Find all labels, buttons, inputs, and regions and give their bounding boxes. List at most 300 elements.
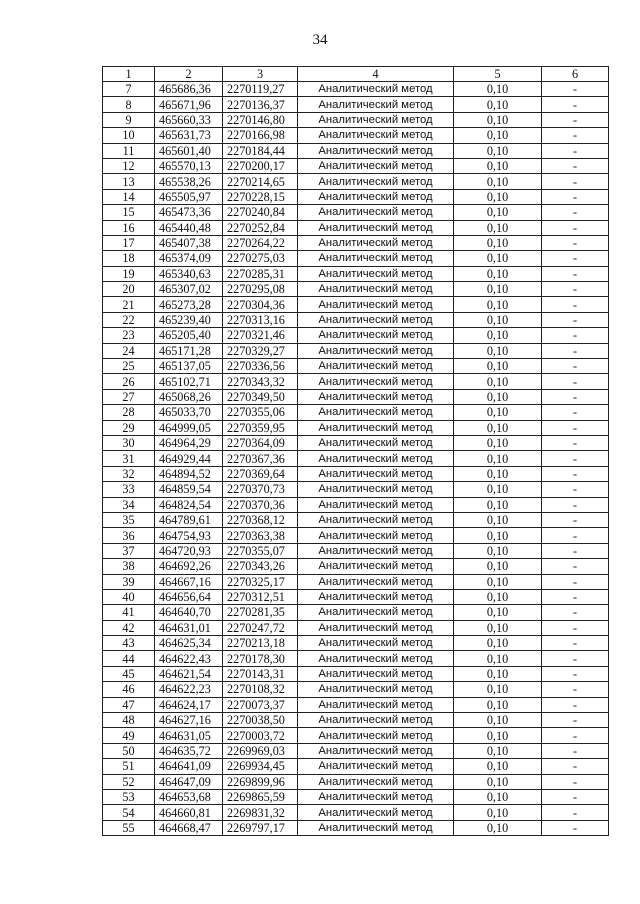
x-coordinate-cell: 464656,64	[155, 589, 223, 604]
x-coordinate-cell: 464621,54	[155, 666, 223, 681]
y-coordinate-cell: 2270325,17	[223, 574, 298, 589]
y-coordinate-cell: 2270252,84	[223, 220, 298, 235]
note-cell: -	[542, 728, 609, 743]
accuracy-cell: 0,10	[454, 251, 542, 266]
point-number-cell: 53	[103, 789, 155, 804]
note-cell: -	[542, 620, 609, 635]
point-number-cell: 19	[103, 266, 155, 281]
note-cell: -	[542, 359, 609, 374]
table-row	[103, 143, 609, 158]
header-cell: 4	[298, 67, 454, 82]
accuracy-cell: 0,10	[454, 112, 542, 127]
table-row	[103, 820, 609, 835]
note-cell: -	[542, 266, 609, 281]
point-number-cell: 17	[103, 235, 155, 250]
point-number-cell: 12	[103, 158, 155, 173]
accuracy-cell: 0,10	[454, 189, 542, 204]
table-row	[103, 512, 609, 527]
method-cell: Аналитический метод	[298, 128, 454, 143]
accuracy-cell: 0,10	[454, 420, 542, 435]
accuracy-cell: 0,10	[454, 682, 542, 697]
page-number: 34	[312, 32, 328, 48]
point-number-cell: 46	[103, 682, 155, 697]
accuracy-cell: 0,10	[454, 666, 542, 681]
table-row	[103, 528, 609, 543]
header-cell: 3	[223, 67, 298, 82]
method-cell: Аналитический метод	[298, 636, 454, 651]
point-number-cell: 8	[103, 97, 155, 112]
accuracy-cell: 0,10	[454, 528, 542, 543]
x-coordinate-cell: 465033,70	[155, 405, 223, 420]
method-cell: Аналитический метод	[298, 682, 454, 697]
point-number-cell: 13	[103, 174, 155, 189]
y-coordinate-cell: 2270073,37	[223, 697, 298, 712]
x-coordinate-cell: 465102,71	[155, 374, 223, 389]
y-coordinate-cell: 2270359,95	[223, 420, 298, 435]
y-coordinate-cell: 2270184,44	[223, 143, 298, 158]
point-number-cell: 25	[103, 359, 155, 374]
x-coordinate-cell: 464622,23	[155, 682, 223, 697]
point-number-cell: 18	[103, 251, 155, 266]
point-number-cell: 27	[103, 389, 155, 404]
point-number-cell: 32	[103, 466, 155, 481]
y-coordinate-cell: 2270304,36	[223, 297, 298, 312]
method-cell: Аналитический метод	[298, 543, 454, 558]
table-row	[103, 697, 609, 712]
x-coordinate-cell: 464640,70	[155, 605, 223, 620]
table-row	[103, 713, 609, 728]
table-row	[103, 297, 609, 312]
y-coordinate-cell: 2269934,45	[223, 759, 298, 774]
x-coordinate-cell: 464667,16	[155, 574, 223, 589]
note-cell: -	[542, 451, 609, 466]
method-cell: Аналитический метод	[298, 251, 454, 266]
method-cell: Аналитический метод	[298, 528, 454, 543]
y-coordinate-cell: 2270355,06	[223, 405, 298, 420]
point-number-cell: 44	[103, 651, 155, 666]
table-row	[103, 466, 609, 481]
method-cell: Аналитический метод	[298, 512, 454, 527]
note-cell: -	[542, 189, 609, 204]
note-cell: -	[542, 312, 609, 327]
table-row	[103, 805, 609, 820]
table-row	[103, 266, 609, 281]
note-cell: -	[542, 220, 609, 235]
y-coordinate-cell: 2270295,08	[223, 282, 298, 297]
note-cell: -	[542, 605, 609, 620]
x-coordinate-cell: 464754,93	[155, 528, 223, 543]
y-coordinate-cell: 2270370,73	[223, 482, 298, 497]
note-cell: -	[542, 682, 609, 697]
point-number-cell: 43	[103, 636, 155, 651]
note-cell: -	[542, 435, 609, 450]
point-number-cell: 55	[103, 820, 155, 835]
point-number-cell: 22	[103, 312, 155, 327]
method-cell: Аналитический метод	[298, 589, 454, 604]
table-row	[103, 82, 609, 97]
y-coordinate-cell: 2270200,17	[223, 158, 298, 173]
y-coordinate-cell: 2270349,50	[223, 389, 298, 404]
y-coordinate-cell: 2270247,72	[223, 620, 298, 635]
accuracy-cell: 0,10	[454, 282, 542, 297]
accuracy-cell: 0,10	[454, 605, 542, 620]
x-coordinate-cell: 465205,40	[155, 328, 223, 343]
table-row	[103, 420, 609, 435]
table-row	[103, 682, 609, 697]
x-coordinate-cell: 465601,40	[155, 143, 223, 158]
x-coordinate-cell: 465239,40	[155, 312, 223, 327]
method-cell: Аналитический метод	[298, 389, 454, 404]
note-cell: -	[542, 466, 609, 481]
method-cell: Аналитический метод	[298, 805, 454, 820]
accuracy-cell: 0,10	[454, 805, 542, 820]
x-coordinate-cell: 464641,09	[155, 759, 223, 774]
table-row	[103, 282, 609, 297]
note-cell: -	[542, 651, 609, 666]
accuracy-cell: 0,10	[454, 158, 542, 173]
method-cell: Аналитический метод	[298, 559, 454, 574]
x-coordinate-cell: 465686,36	[155, 82, 223, 97]
note-cell: -	[542, 282, 609, 297]
y-coordinate-cell: 2270285,31	[223, 266, 298, 281]
x-coordinate-cell: 464635,72	[155, 743, 223, 758]
y-coordinate-cell: 2269797,17	[223, 820, 298, 835]
point-number-cell: 50	[103, 743, 155, 758]
method-cell: Аналитический метод	[298, 697, 454, 712]
table-header-row	[103, 67, 609, 82]
note-cell: -	[542, 482, 609, 497]
note-cell: -	[542, 666, 609, 681]
note-cell: -	[542, 497, 609, 512]
accuracy-cell: 0,10	[454, 297, 542, 312]
note-cell: -	[542, 158, 609, 173]
note-cell: -	[542, 405, 609, 420]
x-coordinate-cell: 464660,81	[155, 805, 223, 820]
y-coordinate-cell: 2270370,36	[223, 497, 298, 512]
note-cell: -	[542, 143, 609, 158]
method-cell: Аналитический метод	[298, 374, 454, 389]
x-coordinate-cell: 464999,05	[155, 420, 223, 435]
point-number-cell: 29	[103, 420, 155, 435]
accuracy-cell: 0,10	[454, 713, 542, 728]
y-coordinate-cell: 2270038,50	[223, 713, 298, 728]
table-row	[103, 389, 609, 404]
table-row	[103, 374, 609, 389]
y-coordinate-cell: 2270136,37	[223, 97, 298, 112]
y-coordinate-cell: 2270178,30	[223, 651, 298, 666]
x-coordinate-cell: 465137,05	[155, 359, 223, 374]
point-number-cell: 10	[103, 128, 155, 143]
note-cell: -	[542, 574, 609, 589]
accuracy-cell: 0,10	[454, 128, 542, 143]
point-number-cell: 52	[103, 774, 155, 789]
accuracy-cell: 0,10	[454, 559, 542, 574]
method-cell: Аналитический метод	[298, 282, 454, 297]
y-coordinate-cell: 2270214,65	[223, 174, 298, 189]
x-coordinate-cell: 464625,34	[155, 636, 223, 651]
point-number-cell: 20	[103, 282, 155, 297]
method-cell: Аналитический метод	[298, 435, 454, 450]
method-cell: Аналитический метод	[298, 343, 454, 358]
y-coordinate-cell: 2270329,27	[223, 343, 298, 358]
x-coordinate-cell: 465473,36	[155, 205, 223, 220]
method-cell: Аналитический метод	[298, 328, 454, 343]
x-coordinate-cell: 464824,54	[155, 497, 223, 512]
point-number-cell: 9	[103, 112, 155, 127]
table-row	[103, 189, 609, 204]
method-cell: Аналитический метод	[298, 143, 454, 158]
x-coordinate-cell: 464929,44	[155, 451, 223, 466]
method-cell: Аналитический метод	[298, 158, 454, 173]
table-row	[103, 205, 609, 220]
note-cell: -	[542, 789, 609, 804]
method-cell: Аналитический метод	[298, 205, 454, 220]
note-cell: -	[542, 82, 609, 97]
accuracy-cell: 0,10	[454, 343, 542, 358]
note-cell: -	[542, 374, 609, 389]
y-coordinate-cell: 2270146,80	[223, 112, 298, 127]
point-number-cell: 48	[103, 713, 155, 728]
table-row	[103, 589, 609, 604]
method-cell: Аналитический метод	[298, 220, 454, 235]
accuracy-cell: 0,10	[454, 405, 542, 420]
table-row	[103, 328, 609, 343]
point-number-cell: 42	[103, 620, 155, 635]
x-coordinate-cell: 465538,26	[155, 174, 223, 189]
table-row	[103, 112, 609, 127]
y-coordinate-cell: 2270166,98	[223, 128, 298, 143]
point-number-cell: 34	[103, 497, 155, 512]
method-cell: Аналитический метод	[298, 466, 454, 481]
y-coordinate-cell: 2270264,22	[223, 235, 298, 250]
method-cell: Аналитический метод	[298, 189, 454, 204]
note-cell: -	[542, 820, 609, 835]
note-cell: -	[542, 589, 609, 604]
accuracy-cell: 0,10	[454, 512, 542, 527]
point-number-cell: 31	[103, 451, 155, 466]
accuracy-cell: 0,10	[454, 543, 542, 558]
note-cell: -	[542, 759, 609, 774]
accuracy-cell: 0,10	[454, 359, 542, 374]
accuracy-cell: 0,10	[454, 389, 542, 404]
y-coordinate-cell: 2270213,18	[223, 636, 298, 651]
point-number-cell: 33	[103, 482, 155, 497]
x-coordinate-cell: 464631,01	[155, 620, 223, 635]
y-coordinate-cell: 2270240,84	[223, 205, 298, 220]
note-cell: -	[542, 636, 609, 651]
method-cell: Аналитический метод	[298, 266, 454, 281]
accuracy-cell: 0,10	[454, 789, 542, 804]
note-cell: -	[542, 528, 609, 543]
table-row	[103, 605, 609, 620]
y-coordinate-cell: 2270336,56	[223, 359, 298, 374]
table-row	[103, 405, 609, 420]
table-row	[103, 651, 609, 666]
point-number-cell: 30	[103, 435, 155, 450]
note-cell: -	[542, 297, 609, 312]
x-coordinate-cell: 465374,09	[155, 251, 223, 266]
accuracy-cell: 0,10	[454, 482, 542, 497]
y-coordinate-cell: 2270108,32	[223, 682, 298, 697]
table-row	[103, 728, 609, 743]
point-number-cell: 35	[103, 512, 155, 527]
header-cell: 2	[155, 67, 223, 82]
point-number-cell: 28	[103, 405, 155, 420]
method-cell: Аналитический метод	[298, 820, 454, 835]
y-coordinate-cell: 2269865,59	[223, 789, 298, 804]
point-number-cell: 15	[103, 205, 155, 220]
method-cell: Аналитический метод	[298, 651, 454, 666]
note-cell: -	[542, 343, 609, 358]
accuracy-cell: 0,10	[454, 497, 542, 512]
accuracy-cell: 0,10	[454, 97, 542, 112]
y-coordinate-cell: 2270367,36	[223, 451, 298, 466]
accuracy-cell: 0,10	[454, 174, 542, 189]
coordinates-table	[102, 66, 609, 836]
method-cell: Аналитический метод	[298, 713, 454, 728]
note-cell: -	[542, 774, 609, 789]
point-number-cell: 36	[103, 528, 155, 543]
y-coordinate-cell: 2270369,64	[223, 466, 298, 481]
accuracy-cell: 0,10	[454, 589, 542, 604]
table-row	[103, 482, 609, 497]
note-cell: -	[542, 205, 609, 220]
point-number-cell: 16	[103, 220, 155, 235]
x-coordinate-cell: 464647,09	[155, 774, 223, 789]
x-coordinate-cell: 465068,26	[155, 389, 223, 404]
table-row	[103, 789, 609, 804]
y-coordinate-cell: 2270313,16	[223, 312, 298, 327]
method-cell: Аналитический метод	[298, 174, 454, 189]
table-row	[103, 97, 609, 112]
accuracy-cell: 0,10	[454, 205, 542, 220]
point-number-cell: 51	[103, 759, 155, 774]
x-coordinate-cell: 465273,28	[155, 297, 223, 312]
method-cell: Аналитический метод	[298, 497, 454, 512]
accuracy-cell: 0,10	[454, 143, 542, 158]
accuracy-cell: 0,10	[454, 620, 542, 635]
x-coordinate-cell: 465440,48	[155, 220, 223, 235]
method-cell: Аналитический метод	[298, 743, 454, 758]
note-cell: -	[542, 235, 609, 250]
x-coordinate-cell: 465407,38	[155, 235, 223, 250]
y-coordinate-cell: 2269899,96	[223, 774, 298, 789]
accuracy-cell: 0,10	[454, 759, 542, 774]
y-coordinate-cell: 2270003,72	[223, 728, 298, 743]
note-cell: -	[542, 420, 609, 435]
x-coordinate-cell: 465631,73	[155, 128, 223, 143]
method-cell: Аналитический метод	[298, 574, 454, 589]
point-number-cell: 7	[103, 82, 155, 97]
x-coordinate-cell: 465340,63	[155, 266, 223, 281]
y-coordinate-cell: 2270368,12	[223, 512, 298, 527]
method-cell: Аналитический метод	[298, 312, 454, 327]
method-cell: Аналитический метод	[298, 620, 454, 635]
point-number-cell: 23	[103, 328, 155, 343]
table-row	[103, 235, 609, 250]
accuracy-cell: 0,10	[454, 820, 542, 835]
table-row	[103, 174, 609, 189]
point-number-cell: 24	[103, 343, 155, 358]
accuracy-cell: 0,10	[454, 574, 542, 589]
x-coordinate-cell: 464964,29	[155, 435, 223, 450]
method-cell: Аналитический метод	[298, 451, 454, 466]
y-coordinate-cell: 2270364,09	[223, 435, 298, 450]
accuracy-cell: 0,10	[454, 451, 542, 466]
x-coordinate-cell: 465171,28	[155, 343, 223, 358]
accuracy-cell: 0,10	[454, 374, 542, 389]
header-cell: 5	[454, 67, 542, 82]
x-coordinate-cell: 465505,97	[155, 189, 223, 204]
table-row	[103, 251, 609, 266]
table-row	[103, 312, 609, 327]
y-coordinate-cell: 2270119,27	[223, 82, 298, 97]
note-cell: -	[542, 112, 609, 127]
x-coordinate-cell: 464622,43	[155, 651, 223, 666]
table-row	[103, 774, 609, 789]
accuracy-cell: 0,10	[454, 235, 542, 250]
point-number-cell: 14	[103, 189, 155, 204]
point-number-cell: 49	[103, 728, 155, 743]
table-body	[103, 67, 609, 836]
table-row	[103, 497, 609, 512]
x-coordinate-cell: 465671,96	[155, 97, 223, 112]
method-cell: Аналитический метод	[298, 759, 454, 774]
note-cell: -	[542, 512, 609, 527]
note-cell: -	[542, 713, 609, 728]
x-coordinate-cell: 464720,93	[155, 543, 223, 558]
table-row	[103, 666, 609, 681]
table-row	[103, 743, 609, 758]
method-cell: Аналитический метод	[298, 405, 454, 420]
method-cell: Аналитический метод	[298, 97, 454, 112]
y-coordinate-cell: 2269969,03	[223, 743, 298, 758]
method-cell: Аналитический метод	[298, 235, 454, 250]
accuracy-cell: 0,10	[454, 435, 542, 450]
table-row	[103, 620, 609, 635]
y-coordinate-cell: 2270275,03	[223, 251, 298, 266]
note-cell: -	[542, 389, 609, 404]
method-cell: Аналитический метод	[298, 420, 454, 435]
y-coordinate-cell: 2270281,35	[223, 605, 298, 620]
table-row	[103, 359, 609, 374]
x-coordinate-cell: 464627,16	[155, 713, 223, 728]
header-cell: 6	[542, 67, 609, 82]
accuracy-cell: 0,10	[454, 266, 542, 281]
x-coordinate-cell: 464692,26	[155, 559, 223, 574]
point-number-cell: 40	[103, 589, 155, 604]
table-row	[103, 759, 609, 774]
accuracy-cell: 0,10	[454, 82, 542, 97]
accuracy-cell: 0,10	[454, 466, 542, 481]
table-row	[103, 559, 609, 574]
method-cell: Аналитический метод	[298, 666, 454, 681]
note-cell: -	[542, 128, 609, 143]
table-row	[103, 158, 609, 173]
accuracy-cell: 0,10	[454, 651, 542, 666]
y-coordinate-cell: 2270321,46	[223, 328, 298, 343]
point-number-cell: 21	[103, 297, 155, 312]
y-coordinate-cell: 2270228,15	[223, 189, 298, 204]
note-cell: -	[542, 328, 609, 343]
x-coordinate-cell: 465570,13	[155, 158, 223, 173]
accuracy-cell: 0,10	[454, 743, 542, 758]
method-cell: Аналитический метод	[298, 605, 454, 620]
y-coordinate-cell: 2270343,26	[223, 559, 298, 574]
table-row	[103, 543, 609, 558]
table-row	[103, 220, 609, 235]
table-row	[103, 128, 609, 143]
